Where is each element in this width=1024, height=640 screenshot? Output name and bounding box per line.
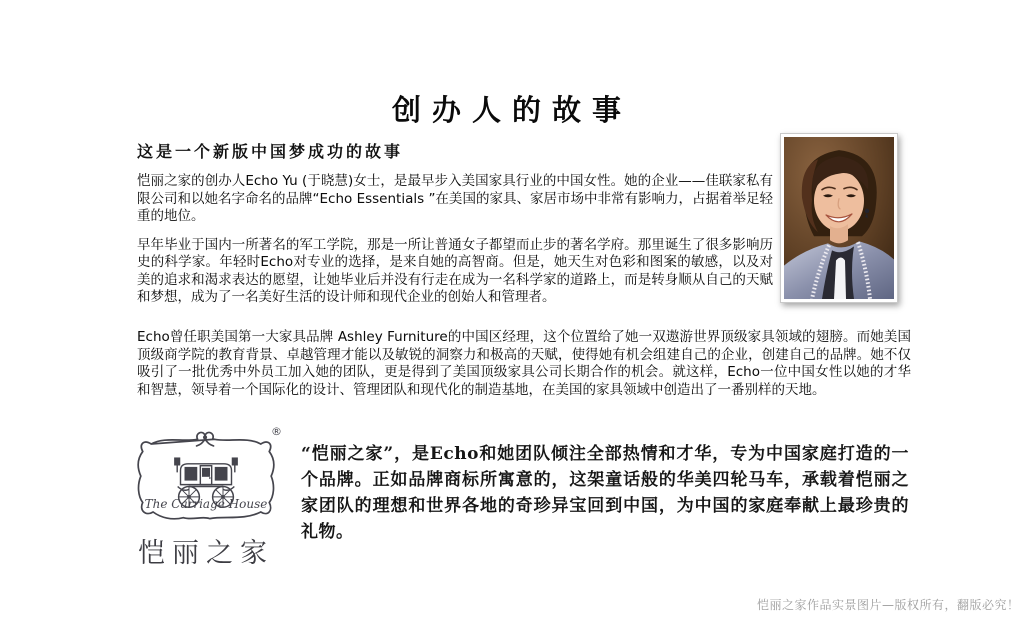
carriage-icon [130,427,282,529]
intro-text-column [137,173,773,318]
paragraph-education: 早年毕业于国内一所著名的军工学院，那是一所让普通女子都望而止步的著名学府。那里诞生了很多影响历史的科学家。年轻时Echo对专业的选择，是来自她的高智商。但是，她天生对色彩和图案的敏感，以及对美的追求和渴求表达的愿望，让她毕业后并没有行走在成为一名科学家的道路上，而是转身顺从自己的天赋和梦想，成为了一名美好生活的设计师和现代企业的创始人和管理者。 [137,236,773,305]
brand-name-chinese: 恺丽之家 [138,538,274,569]
brand-name-english: The Carriage House [144,497,268,511]
founder-portrait-photo [784,137,894,299]
copyright-notice: 恺丽之家作品实景图片—版权所有，翻版必究！ [757,598,1020,612]
founder-photo [780,133,898,303]
subtitle: 这是一个新版中国梦成功的故事 [137,142,404,161]
registered-trademark-icon: ® [271,425,282,438]
brand-logo [130,427,282,569]
brand-description: “恺丽之家”，是Echo和她团队倾注全部热情和才华，专为中国家庭打造的一个品牌。正如品牌商标所寓意的，这架童话般的华美四轮马车，承载着恺丽之家团队的理想和世界各地的奇珍异宝回到中国，为中国的家庭奉献上最珍贵的礼物。 [301,444,909,542]
page-title: 创办人的故事 [391,93,633,127]
paragraph-career: Echo曾任职美国第一大家具品牌 Ashley Furniture的中国区经理，这个位置给了她一双遨游世界顶级家具领域的翅膀。而她美国顶级商学院的教育背景、卓越管理才能以及敏锐的洞察力和极高的天赋，使得她有机会组建自己的企业，创建自己的品牌。她不仅吸引了一批优秀中外员工加入她的团队，更是得到了美国顶级家具公司长期合作的机会。就这样，Echo一位中国女性以她的才华和智慧，领导着一个国际化的设计、管理团队和现代化的制造基地，在美国的家具领域中创造出了一番别样的天地。 [137,329,911,398]
paragraph-founder-intro: 恺丽之家的创办人Echo Yu (于晓慧)女士，是最早步入美国家具行业的中国女性。她的企业——佳联家私有限公司和以她名字命名的品牌“Echo Essentials ”在美国的家具、家居市场中非常有影响力，占据着举足轻重的地位。 [137,173,773,224]
